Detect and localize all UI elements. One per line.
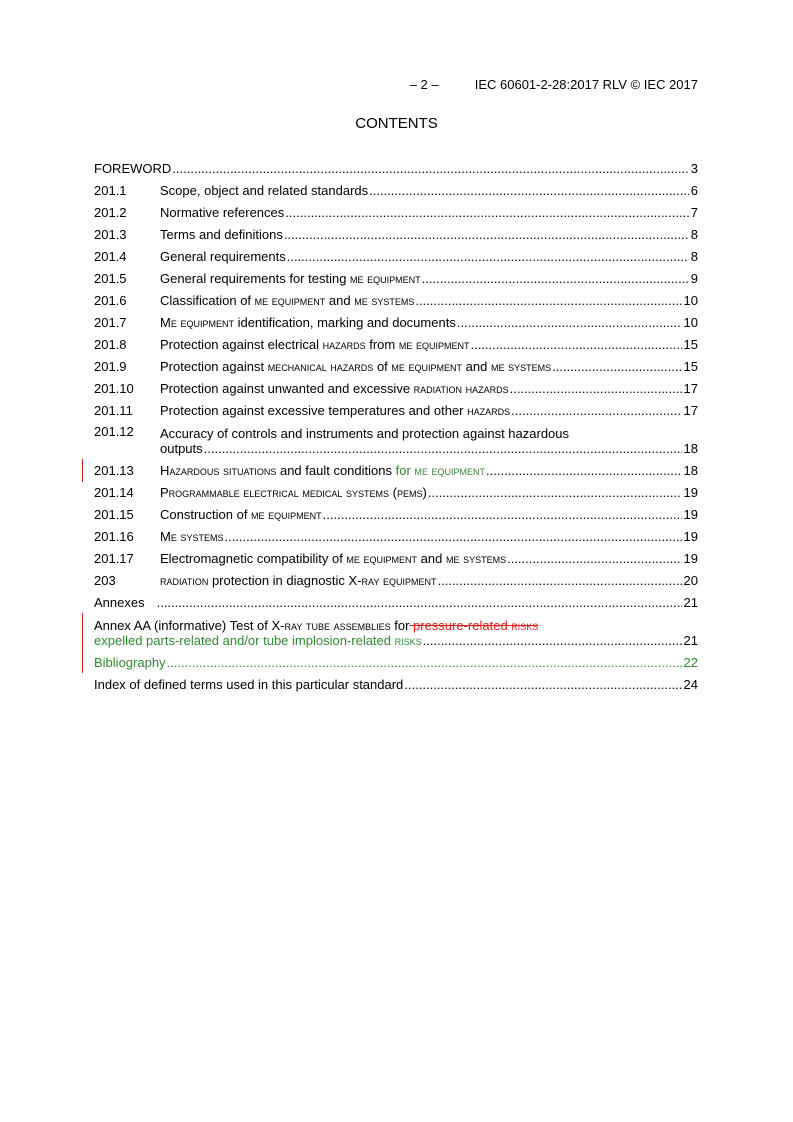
- toc-label: Protection against electrical hazards from me equipment: [160, 337, 470, 352]
- toc-label: Terms and definitions: [160, 227, 283, 242]
- dot-leader: [423, 633, 682, 648]
- toc-entry-201-5[interactable]: [94, 267, 698, 289]
- dot-leader: [470, 337, 681, 352]
- deleted-text: risks: [511, 618, 539, 633]
- dot-leader: [510, 381, 682, 396]
- toc-page: 7: [690, 205, 698, 220]
- inserted-text: expelled parts-related and/or tube implosion-related: [94, 633, 395, 648]
- dot-leader: [404, 677, 681, 692]
- page-header: [410, 77, 698, 92]
- toc-number: 201.3: [94, 227, 127, 242]
- dot-leader: [457, 315, 682, 330]
- toc-entry-201-9[interactable]: [94, 355, 698, 377]
- toc-entry-201-6[interactable]: [94, 289, 698, 311]
- toc-label: Normative references: [160, 205, 285, 220]
- toc-label: Protection against unwanted and excessive radiation hazards: [160, 381, 509, 396]
- toc-page: 8: [690, 227, 698, 242]
- dot-leader: [224, 529, 681, 544]
- toc-page: 20: [683, 573, 698, 588]
- toc-page: 17: [683, 381, 698, 396]
- toc-page: 19: [683, 551, 698, 566]
- toc-label-line1: Annex AA (informative) Test of X-ray tube assemblies for pressure-related risks: [94, 618, 539, 633]
- toc-number: 201.14: [94, 485, 134, 500]
- toc-entry-201-13[interactable]: [94, 459, 698, 481]
- toc-entry-201-10[interactable]: [94, 377, 698, 399]
- page-title: CONTENTS: [355, 115, 438, 132]
- toc-page: 19: [683, 485, 698, 500]
- toc-label: General requirements: [160, 249, 286, 264]
- toc-label: Bibliography: [94, 655, 166, 670]
- toc-number: 203: [94, 573, 116, 588]
- toc-page: 15: [683, 337, 698, 352]
- toc-number: 201.9: [94, 359, 127, 374]
- toc-entry-bibliography[interactable]: [94, 651, 698, 673]
- toc-number: 201.2: [94, 205, 127, 220]
- dot-leader: [415, 293, 681, 308]
- inserted-text: risks: [394, 633, 422, 648]
- toc-page: 18: [683, 463, 698, 478]
- toc-entry-annexes[interactable]: [94, 591, 698, 613]
- dot-leader: [369, 183, 689, 198]
- toc-page: 10: [683, 315, 698, 330]
- table-of-contents: [94, 157, 698, 695]
- page-number: – 2 –: [409, 77, 439, 92]
- toc-entry-201-14[interactable]: [94, 481, 698, 503]
- toc-page: 8: [690, 249, 698, 264]
- toc-entry-201-17[interactable]: [94, 547, 698, 569]
- toc-number: 201.11: [94, 403, 133, 418]
- toc-page: 10: [683, 293, 698, 308]
- toc-entry-201-2[interactable]: [94, 201, 698, 223]
- toc-label-line1: Accuracy of controls and instruments and protection against hazardous: [160, 426, 570, 441]
- dot-leader: [511, 403, 681, 418]
- toc-label: General requirements for testing me equipment: [160, 271, 421, 286]
- toc-label: Protection against excessive temperatures and other hazards: [160, 403, 511, 418]
- change-bar-annex-aa: [82, 613, 83, 673]
- toc-entry-201-15[interactable]: [94, 503, 698, 525]
- dot-leader: [486, 463, 682, 478]
- document-reference: IEC 60601-2-28:2017 RLV © IEC 2017: [474, 77, 698, 92]
- dot-leader: [287, 249, 689, 264]
- toc-entry-201-7[interactable]: [94, 311, 698, 333]
- toc-label: Scope, object and related standards: [160, 183, 369, 198]
- toc-number: 201.17: [94, 551, 134, 566]
- toc-entry-201-3[interactable]: [94, 223, 698, 245]
- dot-leader: [204, 441, 682, 456]
- toc-label: radiation protection in diagnostic X-ray equipment: [160, 573, 437, 588]
- toc-page: 6: [690, 183, 698, 198]
- toc-number: 201.16: [94, 529, 134, 544]
- toc-page: 22: [683, 655, 698, 670]
- dot-leader: [157, 595, 682, 610]
- toc-page: 24: [683, 677, 698, 692]
- toc-label: Me systems: [160, 529, 224, 544]
- toc-label-line2: outputs: [160, 441, 203, 456]
- dot-leader: [428, 485, 682, 500]
- toc-page: 21: [683, 595, 698, 610]
- toc-entry-201-4[interactable]: [94, 245, 698, 267]
- toc-entry-201-8[interactable]: [94, 333, 698, 355]
- toc-number: 201.10: [94, 381, 134, 396]
- toc-page: 18: [683, 441, 698, 456]
- toc-entry-201-1[interactable]: [94, 179, 698, 201]
- toc-label: Electromagnetic compatibility of me equipment and me systems: [160, 551, 507, 566]
- dot-leader: [285, 205, 688, 220]
- toc-entry-foreword[interactable]: [94, 157, 698, 179]
- toc-page: 19: [683, 529, 698, 544]
- dot-leader: [284, 227, 689, 242]
- toc-label-line2: [94, 633, 422, 648]
- toc-number: 201.6: [94, 293, 127, 308]
- toc-entry-201-11[interactable]: [94, 399, 698, 421]
- toc-number: 201.15: [94, 507, 134, 522]
- toc-number: 201.4: [94, 249, 127, 264]
- toc-label: Me equipment identification, marking and documents: [160, 315, 456, 330]
- toc-page: 21: [683, 633, 698, 648]
- toc-page: 19: [683, 507, 698, 522]
- toc-entry-201-12[interactable]: [94, 421, 698, 459]
- inserted-text: for: [395, 463, 415, 478]
- toc-label: Construction of me equipment: [160, 507, 322, 522]
- toc-entry-203[interactable]: [94, 569, 698, 591]
- toc-label: FOREWORD: [94, 161, 172, 176]
- dot-leader: [552, 359, 681, 374]
- toc-number: 201.1: [94, 183, 127, 198]
- inserted-text: me equipment: [414, 463, 486, 478]
- toc-entry-201-16[interactable]: [94, 525, 698, 547]
- toc-number: 201.13: [94, 463, 134, 478]
- dot-leader: [422, 271, 689, 286]
- toc-label: Programmable electrical medical systems (pems): [160, 485, 427, 500]
- dot-leader: [172, 161, 688, 176]
- toc-number: 201.8: [94, 337, 127, 352]
- toc-label: Hazardous situations and fault conditions for me equipment: [160, 463, 486, 478]
- dot-leader: [507, 551, 681, 566]
- toc-page: 9: [690, 271, 698, 286]
- toc-label: Protection against mechanical hazards of me equipment and me systems: [160, 359, 552, 374]
- dot-leader: [438, 573, 682, 588]
- toc-page: 3: [690, 161, 698, 176]
- toc-label: Classification of me equipment and me systems: [160, 293, 415, 308]
- deleted-text: pressure-related: [409, 618, 512, 633]
- toc-number: 201.12: [94, 424, 134, 439]
- toc-entry-annex-aa[interactable]: [94, 613, 698, 651]
- toc-number: 201.7: [94, 315, 127, 330]
- toc-label: Annexes: [94, 595, 145, 610]
- toc-page: 15: [683, 359, 698, 374]
- toc-label: Index of defined terms used in this particular standard: [94, 677, 404, 692]
- dot-leader: [323, 507, 682, 522]
- toc-page: 17: [683, 403, 698, 418]
- toc-number: 201.5: [94, 271, 127, 286]
- dot-leader: [167, 655, 682, 670]
- toc-entry-index[interactable]: [94, 673, 698, 695]
- change-bar-201-13: [82, 459, 83, 482]
